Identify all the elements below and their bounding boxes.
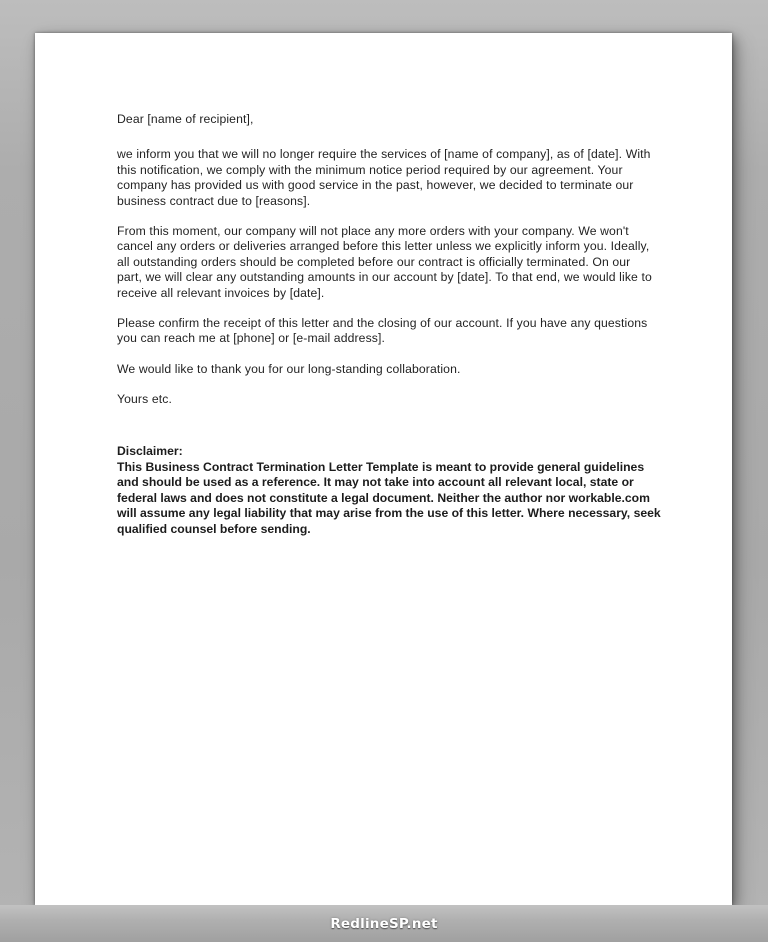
document-page-container [35, 33, 732, 905]
paragraph-2: From this moment, our company will not place any more orders with your company. We won't cancel any orders or deliveries arranged before this letter unless we explicitly inform you. Ideally, all outstanding orders should be completed before our contract is officially terminated. On our part, we will clear any outstanding amounts in our account by [date]. To that end, we would like to receive all relevant invoices by [date]. [117, 224, 652, 300]
disclaimer-section [117, 444, 665, 538]
watermark-bar [0, 905, 768, 942]
watermark-label: RedlineSP.net [330, 915, 438, 932]
disclaimer-text: This Business Contract Termination Letter Template is meant to provide general guidelines and should be used as a reference. It may not take into account all relevant local, state or federal laws and does not constitute a legal document. Neither the author nor workable.com will assume any legal liability that may arise from the use of this letter. Where necessary, seek qualified counsel before sending. [117, 459, 661, 536]
paragraph-4: We would like to thank you for our long-standing collaboration. [117, 361, 461, 376]
paragraph-3: Please confirm the receipt of this letter and the closing of our account. If you have any questions you can reach me at [phone] or [e-mail address]. [117, 316, 648, 346]
salutation-line: Dear [name of recipient], [117, 112, 254, 126]
paragraph-1: we inform you that we will no longer require the services of [name of company], as of [date]. With this notification, we comply with the minimum notice period required by our agreement. Your company has provided us with good service in the past, however, we decided to terminate our business contract due to [reasons]. [117, 147, 651, 208]
disclaimer-heading: Disclaimer: [117, 444, 183, 458]
letter-body [117, 112, 652, 408]
signoff-line: Yours etc. [117, 392, 172, 407]
letter-page [35, 33, 732, 905]
